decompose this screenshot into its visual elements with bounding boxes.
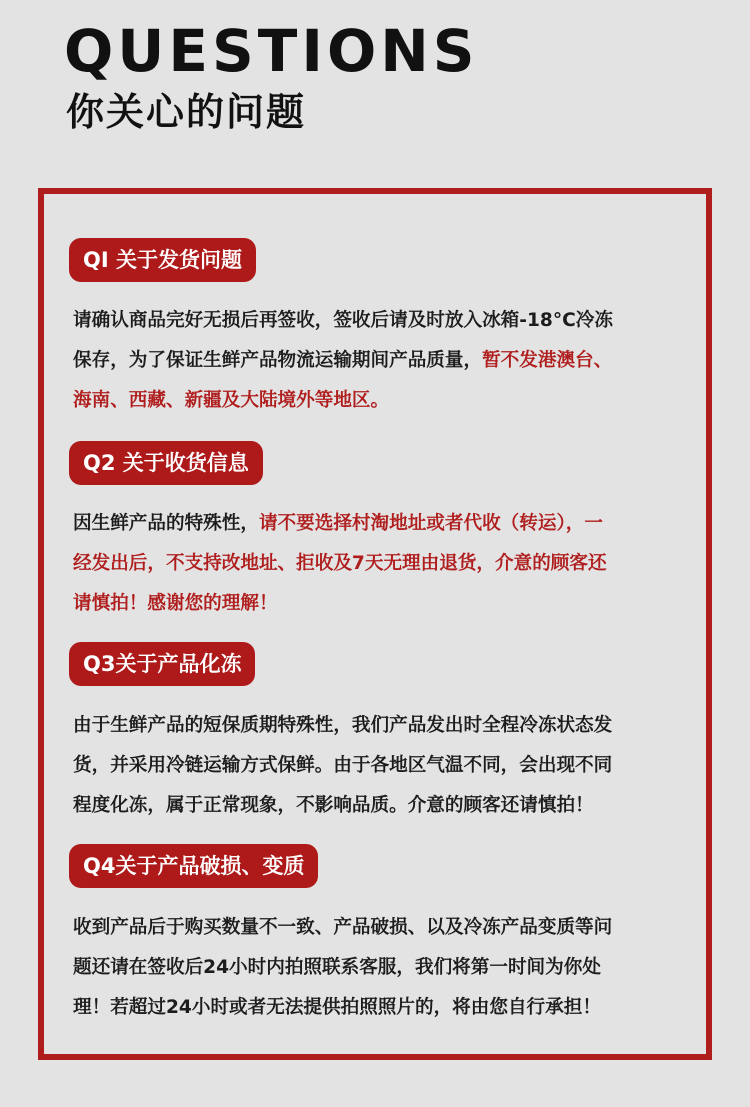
answer-text: 请确认商品完好无损后再签收，签收后请及时放入冰箱-18°C冷冻 <box>73 310 613 331</box>
answer-line <box>73 504 685 544</box>
answer-text: 货，并采用冷链运输方式保鲜。由于各地区气温不同，会出现不同 <box>73 755 613 776</box>
question-1-answer <box>73 301 685 421</box>
page-title-english: QUESTIONS <box>64 17 479 85</box>
answer-text: 题还请在签收后24小时内拍照联系客服，我们将第一时间为你处 <box>73 957 601 978</box>
question-4-answer <box>73 908 685 1028</box>
answer-line <box>73 381 685 421</box>
answer-line <box>73 786 685 826</box>
question-3-answer <box>73 706 685 826</box>
question-2-badge: Q2 关于收货信息 <box>69 441 263 485</box>
question-3-badge: Q3关于产品化冻 <box>69 642 255 686</box>
answer-highlight: 请慎拍！感谢您的理解！ <box>73 593 278 614</box>
answer-line <box>73 746 685 786</box>
answer-line <box>73 341 685 381</box>
answer-text: 由于生鲜产品的短保质期特殊性，我们产品发出时全程冷冻状态发 <box>73 715 613 736</box>
answer-highlight: 经发出后，不支持改地址、拒收及7天无理由退货，介意的顾客还 <box>73 553 607 574</box>
page-title-chinese: 你关心的问题 <box>66 90 307 134</box>
answer-line <box>73 908 685 948</box>
question-1-badge: QI 关于发货问题 <box>69 238 256 282</box>
answer-highlight: 请不要选择村淘地址或者代收（转运），一 <box>258 513 603 534</box>
answer-text: 理！若超过24小时或者无法提供拍照照片的，将由您自行承担！ <box>73 997 601 1018</box>
questions-frame <box>38 188 712 1060</box>
question-4-badge: Q4关于产品破损、变质 <box>69 844 318 888</box>
answer-text: 保存，为了保证生鲜产品物流运输期间产品质量， <box>73 350 483 371</box>
answer-line <box>73 584 685 624</box>
answer-line <box>73 301 685 341</box>
answer-highlight: 海南、西藏、新疆及大陆境外等地区。 <box>73 390 390 411</box>
answer-text: 因生鲜产品的特殊性， <box>73 513 259 534</box>
answer-text: 程度化冻，属于正常现象，不影响品质。介意的顾客还请慎拍！ <box>73 795 594 816</box>
answer-line <box>73 706 685 746</box>
answer-highlight: 暂不发港澳台、 <box>482 350 613 371</box>
question-2-answer <box>73 504 685 624</box>
answer-text: 收到产品后于购买数量不一致、产品破损、以及冷冻产品变质等问 <box>73 917 613 938</box>
answer-line <box>73 544 685 584</box>
answer-line <box>73 948 685 988</box>
answer-line <box>73 988 685 1028</box>
